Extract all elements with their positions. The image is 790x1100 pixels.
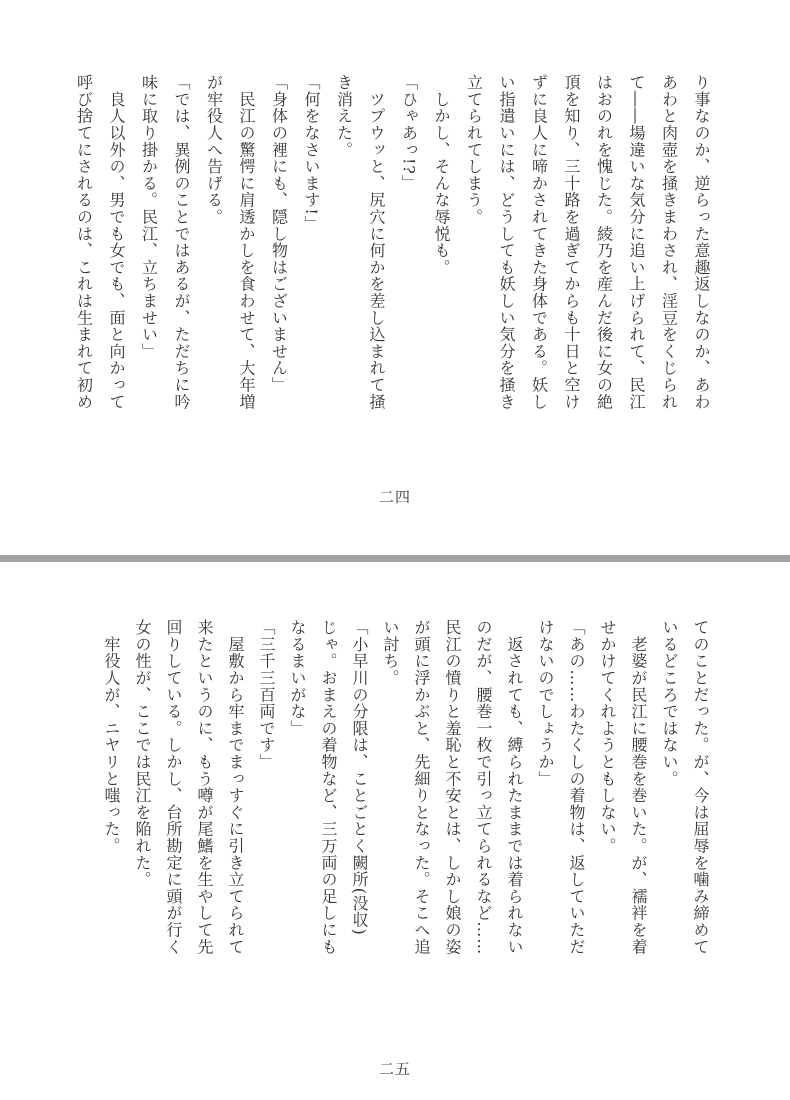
text-line: い討ち。 (381, 619, 400, 687)
text-line: 「身体の裡にも、隠し物はございません」 (269, 74, 289, 394)
text-line: 呼び捨てにされるのは、これは生まれて初め (74, 74, 94, 410)
text-line: ツプウッと、尻穴に何かを差し込まれて掻 (367, 74, 386, 410)
text-line: り事なのか、逆らった意趣返しなのか、あわ (692, 74, 711, 410)
text-line: なるまいがな」 (288, 619, 307, 737)
text-line: が頭に浮かぶと、先細りとなった。そこへ追 (412, 619, 431, 955)
text-line: せかけてくれようともしない。 (598, 619, 617, 855)
page-body-text (67, 74, 717, 434)
text-line: て――場違いな気分に追い上げられて、民江 (627, 74, 646, 410)
text-line: 立てられてしまう。 (464, 74, 484, 226)
text-line: 「ひゃあっ!?」 (399, 74, 419, 192)
text-line: ずに良人に啼かされてきた身体である。妖し (529, 74, 549, 410)
text-line: き消えた。 (334, 74, 354, 158)
page-number: 二五 (378, 1060, 411, 1078)
text-line: はおのれを愧じた。綾乃を産んだ後に女の絶 (594, 74, 614, 410)
text-line: 来たというのに、もう噂が尾鰭を生やして先 (195, 619, 214, 955)
text-line: 民江の驚愕に肩透かしを食わせて、大年増 (237, 74, 256, 410)
text-line: けないのでしょうか」 (536, 619, 555, 787)
text-line: 味に取り掛かる。民江、立ちませい」 (139, 74, 159, 360)
page-number: 二四 (378, 488, 411, 506)
text-line: 頂を知り、三十路を過ぎてからも十日と空け (562, 74, 581, 410)
text-line: 屋敷から牢までまっすぐに引き立てられて (226, 619, 245, 955)
text-line: 牢役人が、ニヤリと嗤った。 (102, 619, 121, 855)
text-line: 「三千三百両です」 (257, 619, 276, 771)
text-line: が牢役人へ告げる。 (204, 74, 224, 226)
text-line: 良人以外の、男でも女でも、面と向かって (107, 74, 126, 410)
text-line: 「では、異例のことではあるが、ただちに吟 (172, 74, 191, 410)
text-line: あわと肉壺を掻きまわされ、淫豆をくじられ (659, 74, 679, 410)
text-line: 民江の憤りと羞恥と不安とは、しかし娘の姿 (443, 619, 462, 955)
text-line: 回りしている。しかし、台所勘定に頭が行く (164, 619, 183, 955)
page-25 (0, 562, 790, 1100)
text-line: いるどころではない。 (660, 619, 679, 787)
text-line: てのことだった。が、今は屈辱を噛み締めて (691, 619, 710, 955)
text-line: しかし、そんな辱悦も。 (432, 74, 451, 276)
text-line: い指遣いには、どうしても妖しい気分を掻き (497, 74, 516, 410)
text-line: 老婆が民江に腰巻を巻いた。が、襦袢を着 (629, 619, 648, 955)
text-line: じゃ。おまえの着物など、三万両の足しにも (319, 619, 338, 955)
text-line: 「何をなさいます!」 (302, 74, 321, 233)
text-line: 「小早川の分限は、ことごとく闕所(没収) (350, 619, 369, 936)
page-divider (0, 555, 790, 562)
text-line: のだが、腰巻一枚で引っ立てられるなど…… (474, 619, 493, 955)
text-line: 「あの……わたくしの着物は、返していただ (567, 619, 586, 955)
page-body-text (96, 619, 716, 979)
text-line: 女の性が、ここでは民江を陥れた。 (133, 619, 152, 888)
text-line: 返されても、縛られたままでは着られない (505, 619, 524, 955)
